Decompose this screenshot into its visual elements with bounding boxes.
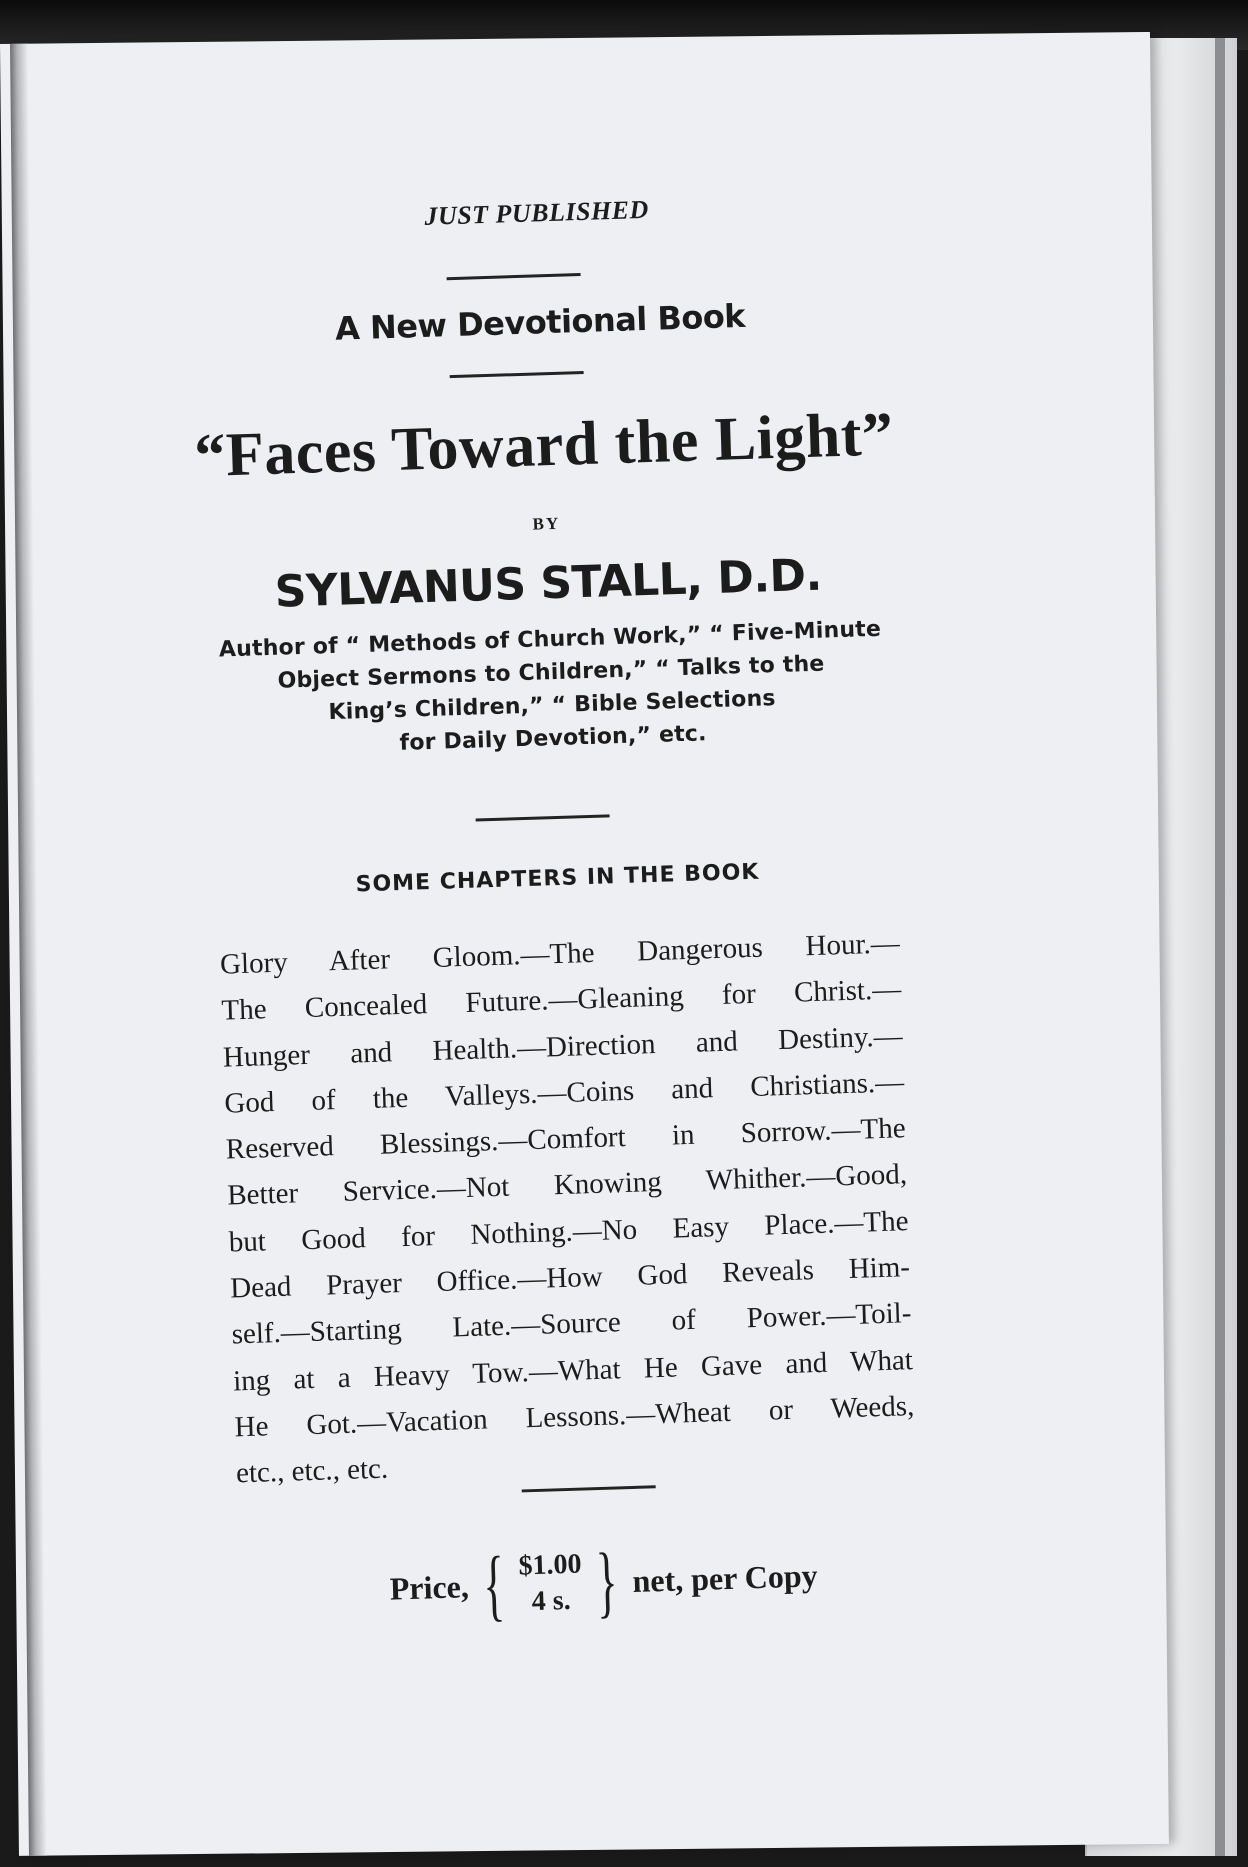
- price-amounts: [518, 1547, 583, 1621]
- chapter-line: He Got.—Vacation Lessons.—Wheat or Weeds,: [234, 1390, 915, 1444]
- left-brace-icon: {: [482, 1541, 506, 1630]
- divider-rule: [450, 371, 584, 378]
- chapter-line: Better Service.—Not Knowing Whither.—Good,: [226, 1158, 908, 1213]
- book-subtitle: A New Devotional Book: [334, 296, 746, 348]
- credit-line: King’s Children,” “ Bible Selections: [328, 686, 777, 726]
- just-published-kicker: JUST PUBLISHED: [423, 194, 650, 231]
- price-line: [388, 1535, 818, 1628]
- book-cover-edge: [1215, 38, 1225, 1856]
- price-uk: 4 s.: [531, 1584, 572, 1618]
- credit-line: for Daily Devotion,” etc.: [399, 721, 708, 756]
- chapter-line: Reserved Blessings.—Comfort in Sorrow.—The: [225, 1112, 907, 1166]
- price-us: $1.00: [518, 1548, 583, 1582]
- divider-rule: [476, 814, 610, 821]
- credit-line: Object Sermons to Children,” “ Talks to the: [277, 651, 825, 694]
- book-title: “Faces Toward the Light”: [193, 400, 895, 491]
- by-line: BY: [532, 513, 561, 534]
- price-suffix: net, per Copy: [631, 1556, 819, 1599]
- chapter-line: Glory After Gloom.—The Dangerous Hour.—: [219, 927, 901, 981]
- chapter-line: but Good for Nothing.—No Easy Place.—The: [228, 1204, 909, 1259]
- chapters-heading: SOME CHAPTERS IN THE BOOK: [355, 859, 760, 898]
- chapter-line: God of the Valleys.—Coins and Christians.—: [223, 1066, 905, 1120]
- author-name: SYLVANUS STALL, D.D.: [274, 549, 823, 618]
- credit-line: Author of “ Methods of Church Work,” “ Five-Minute: [218, 616, 882, 663]
- chapter-line: Dead Prayer Office.—How God Reveals Him-: [229, 1251, 911, 1305]
- chapter-line: ing at a Heavy Tow.—What He Gave and What: [232, 1343, 914, 1398]
- chapter-line: Hunger and Health.—Direction and Destiny.—: [222, 1019, 904, 1074]
- page-content: [0, 21, 1138, 1867]
- author-credits: [0, 606, 1103, 772]
- price-label: Price,: [389, 1567, 470, 1607]
- chapter-line: self.—Starting Late.—Source of Power.—Toil-: [231, 1297, 912, 1351]
- right-brace-icon: }: [595, 1537, 620, 1627]
- chapter-line: The Concealed Future.—Gleaning for Christ.—: [221, 973, 902, 1027]
- divider-rule: [447, 273, 581, 280]
- book-page: [0, 32, 1169, 1856]
- chapter-line: etc., etc., etc.: [235, 1452, 389, 1490]
- chapters-list: [219, 920, 916, 1497]
